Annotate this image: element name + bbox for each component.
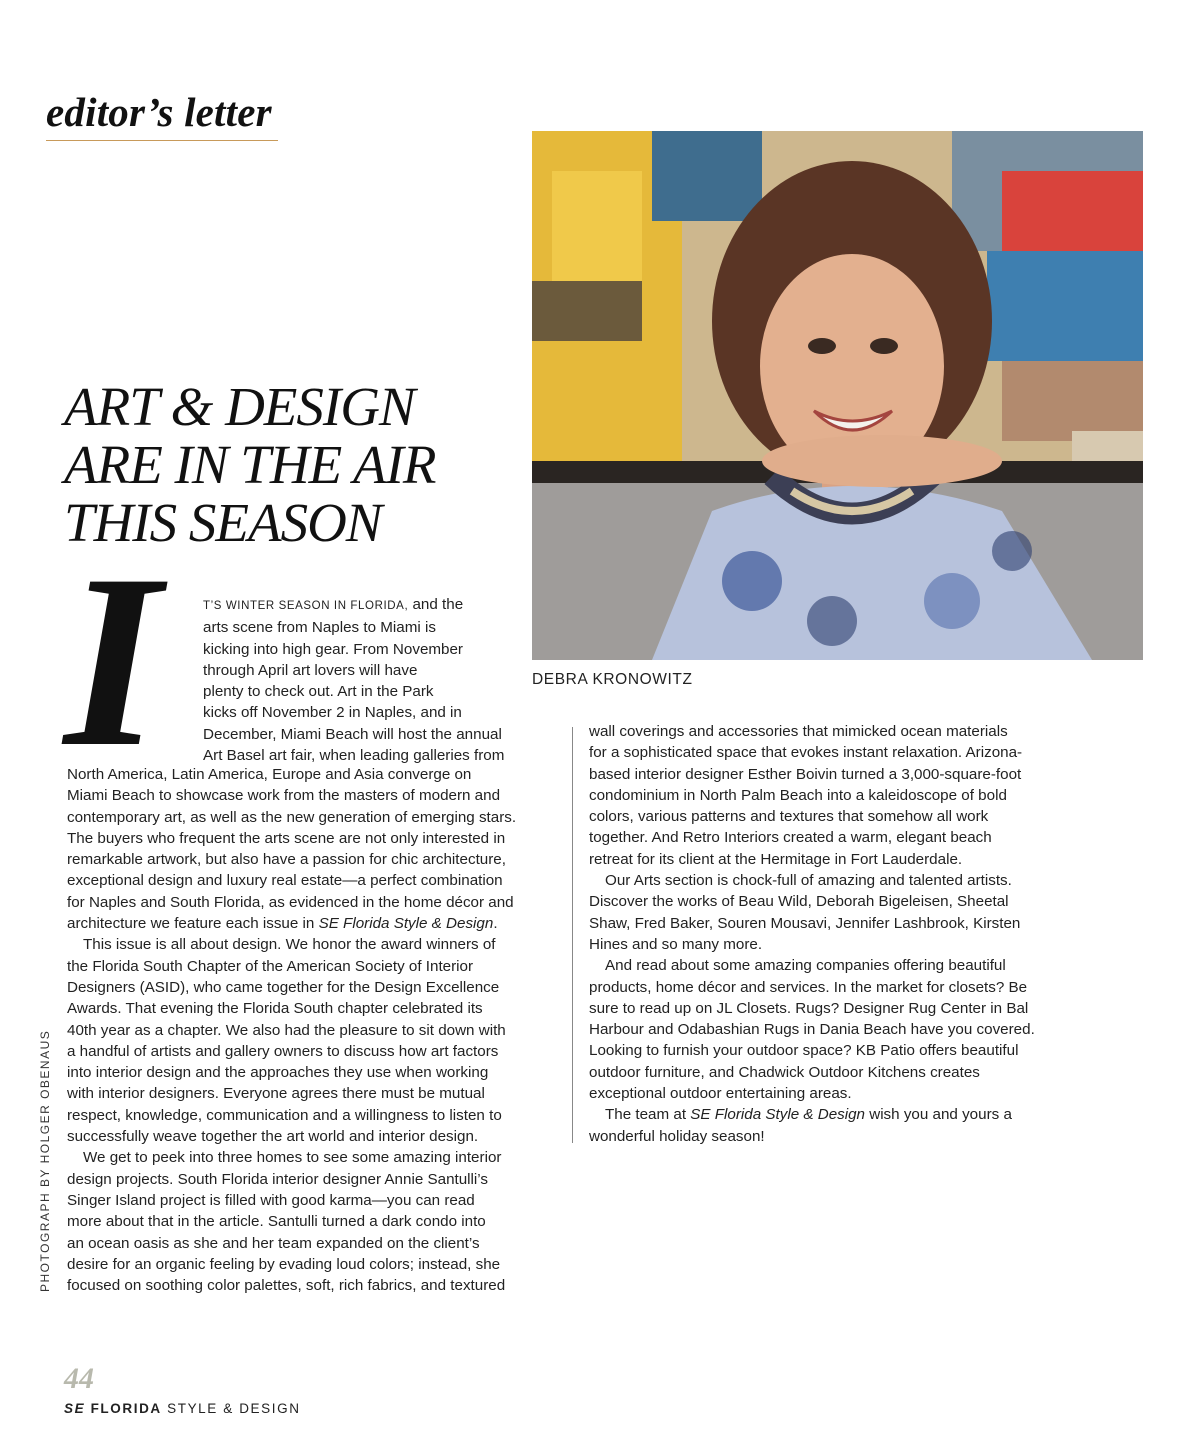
article-line (589, 1104, 1035, 1125)
column-divider (572, 727, 573, 1143)
brand-se: SE (64, 1401, 86, 1416)
article-line: wonderful holiday season! (589, 1127, 765, 1145)
article-line: for Naples and South Florida, as evidenced in the home décor and (67, 893, 514, 911)
article-line: Miami Beach to showcase work from the masters of modern and (67, 787, 501, 805)
article-line: sure to read up on JL Closets. Rugs? Designer Rug Center in Bal (589, 999, 1029, 1017)
article-line: for a sophisticated space that evokes instant relaxation. Arizona- (589, 744, 1023, 762)
article-line: exceptional outdoor entertaining areas. (589, 1085, 852, 1103)
article-line: respect, knowledge, communication and a willingness to listen to (67, 1106, 502, 1124)
article-right-column (589, 721, 1035, 1147)
article-line: kicking into high gear. From November (203, 640, 463, 658)
magazine-name: SE Florida Style & Design (690, 1106, 865, 1124)
article-left-column (67, 764, 516, 1296)
line-text: . (493, 915, 498, 933)
article-line: This issue is all about design. We honor the award winners of (83, 936, 496, 954)
article-line: an ocean oasis as she and her team expanded on the client’s (67, 1234, 480, 1252)
article-line: together. And Retro Interiors created a warm, elegant beach (589, 829, 992, 847)
line-text: wish you and yours a (865, 1106, 1012, 1124)
article-line: And read about some amazing companies offering beautiful (605, 957, 1006, 975)
magazine-name: SE Florida Style & Design (318, 915, 494, 933)
article-line: design projects. South Florida interior designer Annie Santulli’s (67, 1170, 488, 1188)
line-text: architecture we feature each issue in (67, 915, 319, 933)
article-line: wall coverings and accessories that mimicked ocean materials (589, 723, 1008, 740)
article-line: We get to peek into three homes to see some amazing interior (83, 1149, 502, 1167)
article-line: kicks off November 2 in Naples, and in (203, 704, 462, 722)
article-line: outdoor furniture, and Chadwick Outdoor Kitchens creates (589, 1063, 980, 1081)
article-line: contemporary art, as well as the new generation of emerging stars. (67, 808, 517, 826)
article-line: plenty to check out. Art in the Park (203, 683, 434, 701)
section-label: editor’s letter (46, 89, 272, 135)
article-line: Discover the works of Beau Wild, Deborah Bigeleisen, Sheetal (589, 893, 1009, 911)
article-line: more about that in the article. Santulli turned a dark condo into (67, 1213, 486, 1231)
article-line: Harbour and Odabashian Rugs in Dania Beach have you covered. (589, 1021, 1035, 1039)
article-line: Hines and so many more. (589, 935, 763, 953)
article-intro-column (203, 594, 504, 766)
headline-line: ARE IN THE AIR (64, 434, 436, 495)
article-line: 40th year as a chapter. We also had the pleasure to sit down with (67, 1021, 506, 1039)
drop-cap: I (64, 523, 161, 798)
article-line: Designers (ASID), who came together for the Design Excellence (67, 978, 500, 996)
lead-in-small-caps: T’S WINTER SEASON IN FLORIDA, (203, 600, 409, 612)
article-line: through April art lovers will have (203, 661, 418, 679)
article-line: retreat for its client at the Hermitage in Fort Lauderdale. (589, 850, 963, 868)
brand-florida: FLORIDA (85, 1401, 162, 1416)
article-line: colors, various patterns and textures that somehow all work (589, 808, 989, 826)
article-line: Singer Island project is filled with good karma—you can read (67, 1191, 475, 1209)
article-line: Art Basel art fair, when leading galleries from (203, 747, 505, 765)
brand-rest: STYLE & DESIGN (161, 1401, 301, 1416)
article-line: with interior designers. Everyone agrees there must be mutual (67, 1085, 485, 1103)
article-line: based interior designer Esther Boivin turned a 3,000-square-foot (589, 765, 1022, 783)
article-line: into interior design and the approaches they use when working (67, 1064, 489, 1082)
article-line: arts scene from Naples to Miami is (203, 619, 436, 637)
article-line: Awards. That evening the Florida South chapter celebrated its (67, 1000, 483, 1018)
article-line: desire for an organic feeling by evading loud colors; instead, she (67, 1255, 501, 1273)
article-line: successfully weave together the art world and interior design. (67, 1128, 479, 1146)
lead-in-rest: and the (408, 596, 464, 613)
article-line: December, Miami Beach will host the annual (203, 725, 502, 743)
line-text: The team at (605, 1106, 691, 1124)
headline-line: ART & DESIGN (64, 376, 415, 437)
article-line: The buyers who frequent the arts scene are not only interested in (67, 829, 506, 847)
editor-portrait-photo (532, 131, 1143, 660)
page-number: 44 (64, 1362, 94, 1395)
article-line: Our Arts section is chock-full of amazing and talented artists. (605, 872, 1012, 890)
article-line: North America, Latin America, Europe and Asia converge on (67, 766, 472, 783)
photo-caption: DEBRA KRONOWITZ (532, 671, 693, 688)
section-rule (46, 140, 278, 141)
article-line: condominium in North Palm Beach into a kaleidoscope of bold (589, 786, 1007, 804)
article-line (203, 594, 504, 617)
article-line: focused on soothing color palettes, soft, rich fabrics, and textured (67, 1277, 506, 1295)
article-line: Looking to furnish your outdoor space? KB Patio offers beautiful (589, 1042, 1019, 1060)
article-line: exceptional design and luxury real estate—a perfect combination (67, 872, 503, 890)
article-line: the Florida South Chapter of the American Society of Interior (67, 957, 474, 975)
article-line (67, 913, 516, 934)
article-line: remarkable artwork, but also have a passion for chic architecture, (67, 851, 506, 869)
article-line: products, home décor and services. In the market for closets? Be (589, 978, 1028, 996)
article-line: Shaw, Fred Baker, Souren Mousavi, Jennifer Lashbrook, Kirsten (589, 914, 1021, 932)
portrait-illustration (532, 131, 1143, 660)
photo-credit: PHOTOGRAPH BY HOLGER OBENAUS (38, 1029, 52, 1292)
article-line: a handful of artists and gallery owners to discuss how art factors (67, 1042, 499, 1060)
magazine-footer (64, 1401, 301, 1416)
headline-line: THIS SEASON (64, 492, 382, 553)
